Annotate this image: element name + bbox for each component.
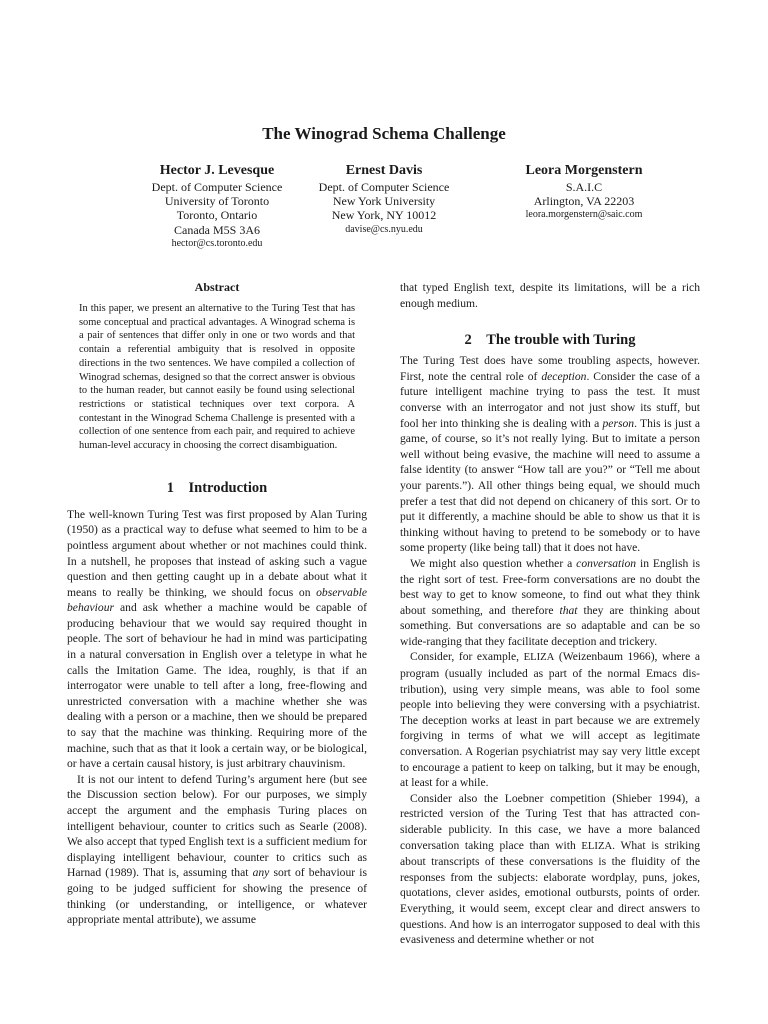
section-heading-trouble-with-turing: 2 The trouble with Turing	[464, 332, 636, 349]
author-affiliation-line: Arlington, VA 22203	[533, 194, 635, 209]
author-name: Leora Morgenstern	[525, 163, 643, 178]
body-paragraph: The well-known Turing Test was first proposed by Alan Turing (1950) as a practical way to defuse what seemed to him to be a pointless argument about whether or not machines could think. In a nutshell, he proposes that instead of asking such a vague question and then getting caught up in a debate about what it means to really be thinking, we should focus on observable behaviour and ask whether a machine would be capable of producing behaviour that we would say required thought in people. The sort of behaviour he had in mind was participating in a natural conversation in English over a teletype in what he calls the Imitation Game. The idea, roughly, is that if an interrogator were unable to tell after a long, free-flowing and unrestricted conversation with a machine whether she was dealing with a person or a machine, then we should be prepared to say that the machine was thinking. Requiring more of the machine, such that as that it look a certain way, or be biological, or have a certain causal history, is just arbitrary chauvinism.	[67, 507, 367, 771]
right-column	[400, 280, 700, 948]
author-email: davise@cs.nyu.edu	[345, 223, 423, 235]
abstract-heading: Abstract	[194, 280, 240, 294]
author-affiliation-line: New York University	[332, 194, 436, 209]
section-heading-introduction: 1 Introduction	[166, 479, 268, 496]
body-paragraph: We might also question whether a conversation in English is the right sort of test. Free-form conversations are no doubt the best way to get to know someone, to find out what they think about something, and therefore that they are thinking about something. But conversations are so adaptable and can be so wide-ranging that they facilitate deception and trickery.	[400, 556, 700, 648]
author-email: hector@cs.toronto.edu	[171, 237, 263, 249]
author-name: Hector J. Levesque	[159, 163, 275, 178]
body-paragraph: It is not our intent to defend Turing’s argument here (but see the Discussion section below). For our purposes, we simply accept the argument and the emphasis Turing places on intelligent behaviour, counter to critics such as Searle (2008). We also accept that typed English text is a sufficient medium for displaying intelligent behaviour, counter to critics such as Harnad (1989). That is, assuming that any sort of behaviour is going to be judged sufficient for showing the presence of thinking (or understanding, or intelligence, or whatever appropriate mental attribute), we assume	[67, 772, 367, 927]
author-affiliation-line: New York, NY 10012	[331, 208, 437, 223]
abstract-text: In this paper, we present an alternative to the Turing Test that has some conceptual and practical advantages. A Winograd schema is a pair of sentences that differ only in one or two words and that contain a referential ambiguity that is resolved in opposite directions in the two sentences. We have compiled a collection of Winograd schemas, designed so that the correct answer is obvious to the human reader, but cannot easily be found using selectional restrictions or statistical techniques over text corpora. A contestant in the Winograd Schema Challenge is presented with a collection of one sentence from each pair, and required to achieve human-level accuracy in choosing the correct disambiguation.	[79, 303, 355, 452]
body-paragraph: Consider, for example, ELIZA (Weizenbaum 1966), where a program (usually included as part of the normal Emacs distribution), using very simple means, was able to fool some people into believing they were conversing with a psychiatrist. The deception works at least in part because we are extremely forgiving in terms of what we will accept as legitimate conversation. A Rogerian psychiatrist may say very little except to encourage a patient to keep on talking, but it may be enough, at least for a while.	[400, 650, 700, 790]
author-affiliation-line: University of Toronto	[164, 194, 270, 209]
author-affiliation-line: Toronto, Ontario	[176, 208, 258, 223]
left-column	[67, 280, 367, 928]
author-affiliation-line: Dept. of Computer Science	[318, 180, 450, 194]
author-block	[484, 162, 684, 223]
body-paragraph: Consider also the Loebner competition (Shieber 1994), a restricted version of the Turing Test that has attracted considerable publicity. In this case, we have a more balanced conversation taking place than with ELIZA. What is striking about transcripts of these conversations is the fluidity of the responses from the subjects: elaborate wordplay, puns, jokes, quotations, clever asides, emotional outbursts, points of order. Everything, it would seem, except clear and direct answers to questions. And how is an interrogator supposed to deal with this evasiveness and determine whether or not	[400, 791, 700, 947]
body-paragraph: The Turing Test does have some troubling aspects, however. First, note the central role of deception. Consider the case of a future intelligent machine trying to pass the test. It must converse with an interrogator and not just show its stuff, but fool her into thinking she is dealing with a person. This is just a game, of course, so it’s not really lying. But to imitate a person well without being evasive, the machine will need to assume a false identity (to answer “How tall are you?” or “Tell me about your parents.”). All other things being equal, we should much prefer a test that did not depend on chicanery of this sort. Or to put it differently, a machine should be able to show us that it is thinking without having to pretend to be somebody or to have some property (like being tall) that it does not have.	[400, 354, 700, 555]
body-paragraph: that typed English text, despite its limitations, will be a rich enough medium.	[400, 281, 700, 310]
author-affiliation-line: S.A.I.C	[565, 180, 603, 194]
author-name: Ernest Davis	[345, 163, 423, 178]
paper-title: The Winograd Schema Challenge	[262, 124, 506, 143]
author-affiliation-line: Canada M5S 3A6	[174, 222, 260, 237]
author-affiliation-line: Dept. of Computer Science	[151, 180, 283, 194]
author-block	[284, 162, 484, 237]
author-email: leora.morgenstern@saic.com	[525, 209, 643, 221]
